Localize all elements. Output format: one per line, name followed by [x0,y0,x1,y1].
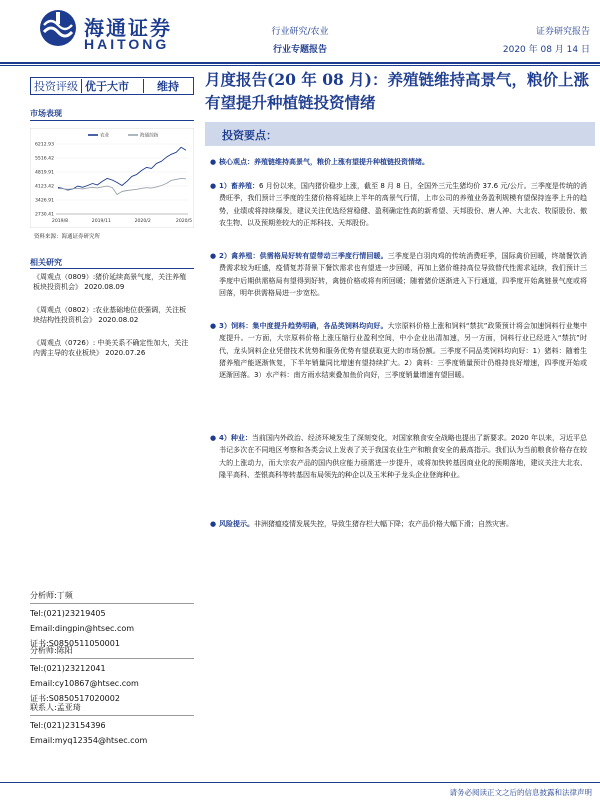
report-title: 月度报告(20 年 08 月)：养殖链维持高景气，粮价上涨有望提升种植链投资情绪 [205,70,589,112]
analyst-block [30,702,194,746]
rating-divider [143,79,144,93]
market-title: 市场表现 [30,109,62,118]
chart-x-tick-label: 2020/5 [175,219,193,224]
analyst-tel: Tel:(021)23154396 [30,721,106,730]
bullet-body: 当前国内外政治、经济环境发生了深刻变化，对国家粮食安全战略也提出了新要求。2020 年以来，习近平总书记多次在不同地区考察和各类会议上发表了关于我国农业生产和粮食安全的最高指示。我们认为当前粮食价格存在较大的上涨动力，而大宗农产品的国内供应能力亟需进一步提升，或将加快转基因商业化的预期落地，建议关注大北农、隆平高科、荃银高科等转基因布局领先的种企以及玉米种子龙头企业登海种业。 [219,434,587,479]
report-category: 行业研究/农业 [271,27,329,37]
bullet-icon: ● [210,434,217,442]
bullet-body: 非洲猪瘟疫情发展失控，导致生猪存栏大幅下降；农产品价格大幅下滑；自然灾害。 [254,520,513,528]
related-title: 相关研究 [30,258,62,267]
bullet-item [210,250,587,299]
chart-x-tick-label: 2019/8 [51,219,69,224]
related-item-date: 2020.08.02 [98,316,139,324]
rating-divider [81,79,82,93]
chart-frame [30,128,194,228]
bullet-icon: ● [210,322,217,330]
bullet-lead: 风险提示。 [219,520,254,528]
rating-value: 优于大市 [85,80,129,93]
chart-y-tick-label: 5516.42 [35,156,54,162]
analyst-cert: 证书:S0850517020002 [30,694,120,703]
bullet-item [210,320,587,381]
bullet-icon: ● [210,182,217,190]
market-chart [30,128,194,228]
analyst-role: 联系人:孟亚琦 [30,703,81,712]
analyst-tel: Tel:(021)23212041 [30,664,106,673]
related-item[interactable] [33,305,193,325]
report-type: 行业专题报告 [272,45,327,55]
analyst-block [30,645,194,704]
disclaimer-footer[interactable]: 请务必阅读正文之后的信息披露和法律声明 [449,788,592,797]
analyst-role: 分析师:陈阳 [30,646,73,655]
bullet-icon: ● [210,520,217,528]
analyst-cert: 证书:S0850511050001 [30,639,120,648]
analyst-rule [30,715,194,716]
brand-name-en: HAITONG [84,36,170,52]
bullet-lead: 4）种业： [219,434,252,442]
bullet-body: 三季度是白羽肉鸡的传统消费旺季，国际禽价回暖，终端餐饮消费需求较为旺盛，疫情复苏背景下餐饮需求也有望进一步回暖，再加上猪价维持高位导致替代性需求延续，我们预计三季度中后期供需格局有望得到好转，禽链价格或将有所回暖；随着猪价逐渐进入下行通道，四季度开始禽链景气度或将回落，明年供需格局进一步宽松。 [219,252,588,297]
chart-y-tick-label: 6212.93 [35,142,54,148]
analyst-email[interactable]: Email:myq12354@htsec.com [30,736,148,745]
doc-type: 证券研究报告 [535,27,590,37]
bullet-lead: 2）禽养殖：供需格局好转有望带动三季度行情回暖。 [219,252,388,260]
bullet-body: 6 月份以来，国内猪价稳步上涨，截至 8 月 8 日，全国外三元生猪均价 37.6 元/公斤。三季度是传统的消费旺季，我们预计三季度的生猪价格将延续上半年的高景气行情，上市公司的养殖业务盈利规模有望保持连季上升的趋势，业绩或将持续爆发，建议关注优选经营稳健、盈利确定性高的新希望、天邦股份、唐人神、大北农、牧原股份、傲农生物、以及预期差较大的正邦科技、天邦股份。 [219,182,587,227]
related-item-text: 《周观点（0726）: 中美关系不确定性加大，关注内需主导的农业板块》 [33,339,189,357]
related-rule [30,268,194,269]
rating-label: 投资评级 [34,80,78,93]
rating-box [30,77,194,95]
related-item-date: 2020.07.26 [105,349,146,357]
analyst-rule [30,603,194,604]
analyst-rule [30,658,194,659]
bullet-item [210,180,587,229]
analyst-block [30,590,194,649]
related-item-text: 《周观点（0802）:农业基础地位获强调，关注板块结构性投资机会》 [33,306,187,324]
related-item[interactable] [33,272,193,292]
analyst-role: 分析师:丁频 [30,591,73,600]
bullet-lead: 1）畜养殖： [219,182,260,190]
analyst-email[interactable]: Email:dingpin@htsec.com [30,624,135,633]
chart-y-tick-label: 4123.42 [35,184,54,190]
header-rule [0,62,600,64]
related-item[interactable] [33,338,193,358]
chart-x-tick-label: 2019/11 [91,219,111,224]
chart-legend-label: 农业 [100,133,110,139]
footer-rule [0,782,600,783]
brand-name-cn: 海通证券 [84,16,172,40]
report-date: 2020 年 08 月 14 日 [502,45,590,55]
bullet-icon: ● [210,252,217,260]
related-item-text: 《周观点（0809）:猪价延续高景气度，关注养殖板块投资机会》 [33,273,187,291]
chart-source: 资料来源：海通证券研究所 [34,234,101,240]
chart-legend-label: 海通综指 [140,133,159,139]
market-rule [30,120,194,121]
bullet-lead: 核心观点：养殖链维持高景气，粮价上涨有望提升种植链投资情绪。 [219,158,429,166]
bullet-lead: 3）饲料：集中度提升趋势明确，各品类饲料均向好。 [219,322,388,330]
chart-y-tick-label: 3426.91 [35,198,54,204]
chart-y-tick-label: 2730.41 [35,212,54,218]
chart-x-tick-label: 2020/2 [134,219,151,224]
analyst-tel: Tel:(021)23219405 [30,609,106,618]
header-rule-thin [0,65,600,66]
bullet-icon: ● [210,158,217,166]
key-points-label: 投资要点： [222,129,277,142]
haitong-logo-icon [38,8,78,48]
bullet-item [210,432,587,481]
analyst-email[interactable]: Email:cy10867@htsec.com [30,679,139,688]
chart-y-tick-label: 4819.91 [35,170,54,176]
bullet-item [210,156,587,168]
related-item-date: 2020.08.09 [84,283,125,291]
rating-action: 维持 [157,80,179,93]
bullet-body: 大宗原料价格上涨和饲料“禁抗”政策预计将会加速饲料行业集中度提升。一方面，大宗原料价格上涨压缩行业盈利空间，中小企业出清加速，另一方面，饲料行业已经进入“禁抗”时代，龙头饲料企业凭借技术优势和服务优势有望获取更大的市场份额。三季度不同品类饲料均向好：1）猪料：随着生猪养殖产能逐渐恢复，下半年销量同比增速有望持续扩大。2）禽料：三季度销量预计仍维持良好增速，四季度开始或逐渐回落。3）水产料：南方雨水结束叠加鱼价向好，三季度销量增速有望回暖。 [219,322,587,380]
bullet-item [210,518,587,530]
